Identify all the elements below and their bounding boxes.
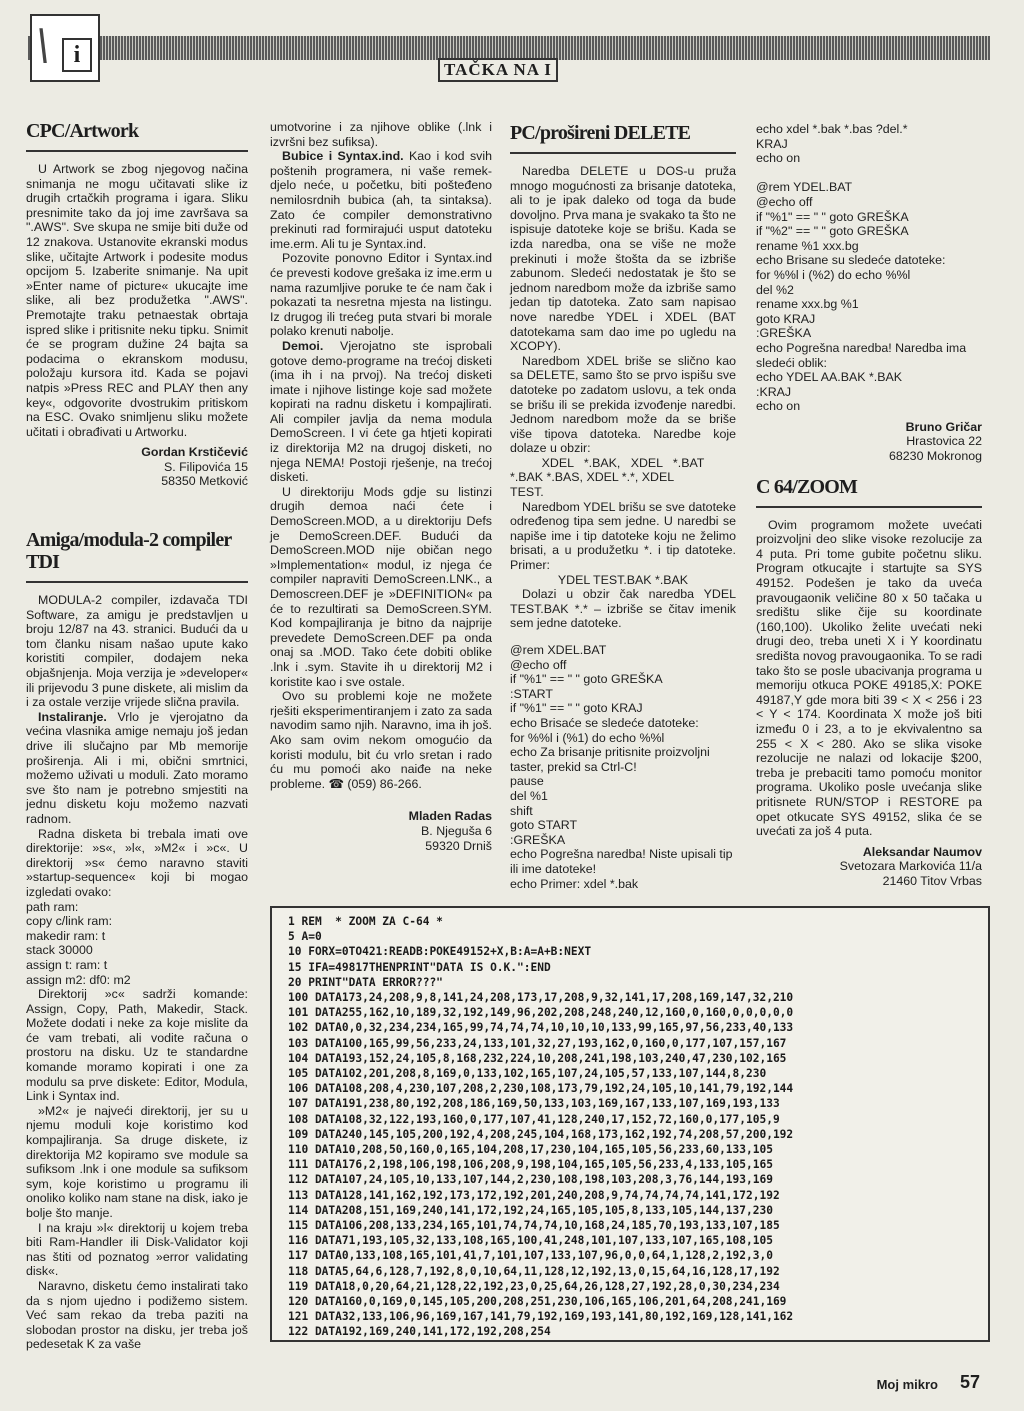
paragraph-lead: Bubice i Syntax.ind. bbox=[282, 149, 404, 164]
author-name: Bruno Gričar bbox=[905, 419, 982, 434]
paragraph-lead: Demoi. bbox=[282, 338, 324, 353]
code-block: path ram: copy c/link ram: makedir ram: t stack 30000 assign t: ram: t assign m2: df0: m2 bbox=[26, 899, 131, 987]
paragraph bbox=[26, 710, 248, 827]
code-block: echo xdel *.bak *.bas ?del.* KRAJ echo on @rem YDEL.BAT @echo off if "%1" == " " goto GREŠKA if "%2" == " " goto GREŠKA rename %1 xxx.bg echo Brisane su sledeće datoteke: for %%l i (%2) do echo %%l del %2 rename xxx.bg %1 goto KRAJ :GREŠKA echo Pogrešna naredba! Naredba ima sledeći oblik: echo YDEL AA.BAK *.BAK :KRAJ echo on bbox=[756, 122, 967, 414]
article-body: U Artwork se zbog njegovog načina snimanja ne mogu učitavati slike iz drugih crtačkih programa i igara. Sliku presnimite tako da joj ime završava sa ".AWS". Sve skupa ne smije biti duže od 12 znakova. Ustanovite ekranski modus slike, učitajte Artwork i podesite modus opcijom 5. Izaberite snimanje. Na upit »Enter name of picture« ukucajte ime slike, ali bez produžetka ".AWS". Premotajte traku petnaestak obrtaja ispred slike i pritisnite neku tipku. Snimit će se program dužine 24 bajta sa podacima o ekranskom modusu, položaju kursora itd. Kada se pojavi natpis »Press REC and PLAY then any key«, odgovorite dvostrukim pritiskom na ESC. Ovako snimljenu sliku možete učitati i obrađivati u Artworku. bbox=[26, 162, 248, 439]
command-line: TEST. bbox=[510, 485, 544, 500]
author-address: Svetozara Markovića 11/a bbox=[839, 859, 982, 874]
article-title-cpc-artwork: CPC/Artwork bbox=[26, 120, 139, 142]
paragraph bbox=[270, 339, 492, 485]
author-address: Hrastovica 22 bbox=[906, 434, 982, 449]
paragraph: I na kraju »l« direktorij u kojem treba biti Ram-Handler ili Disk-Validator koji nas štiti od poznatog »error validating disk«. bbox=[26, 1220, 248, 1279]
column-2 bbox=[270, 120, 492, 853]
paragraph: MODULA-2 compiler, izdavača TDI Software, za amigu je predstavljen u broju 12/87 na 43. stranici. Budući da u tom članku nisam našao upute kako koristiti compiler, dodajem neka objašnjenja. Moja verzija je »developer« ili prijevodu 3 pune diskete, ali mislim da i za ostale verzije vrijede slična pravila. bbox=[26, 593, 248, 710]
paragraph: Ovim programom možete uvećati proizvoljni deo slike visoke rezolucije za 4 puta. Pri tome gubite početnu sliku. Program otkucajte i startujte sa SYS 49152. Podešen je tako da uveća pravougaonik veličine 80 x 50 tačaka u središtu slike čije su koordinate (160,100). Ukoliko želite uvećati neki drugi deo, treba uneti X i Y koordinatu središta novog pravougaonika. To se radi tako što se posle ubacivanja programa u memoriju otkuca POKE 49185,X: POKE 49187,Y gde mora biti 39 < X < 256 i 23 < Y < 174. Koordinata X može još biti između 0 i 23, a to je ekvivalentno sa 255 < X < 280. Ako se slika visoke rezolucije ne nalazi od lokacije $200, treba je prebaciti tamo pomoću monitor programa. Ukoliko posle uvećanja slike pritisnete RUN/STOP i RESTORE pa opet otkucate SYS 49152, slika će se uvećati za još 4 puta. bbox=[756, 517, 982, 839]
paragraph-text: Vrlo je vjerojatno da većina vlasnika amige nemaju još jedan drive ili slučajno par Mb memorije proširenja. Ali i mi, obični smrtnici, možemo uživati u moduli. Zato moramo sve što nam je potrebno smjestiti na jednu disketu koju možemo nazvati radnom. bbox=[26, 709, 248, 826]
example-line: YDEL TEST.BAK *.BAK bbox=[557, 572, 689, 587]
logo-i-glyph: i bbox=[62, 38, 92, 72]
header-bar bbox=[28, 36, 990, 60]
paragraph-text: Kao i kod svih poštenih programera, ni vaše remek-djelo neće, u početku, biti pošteđeno nemilosrdnih bubica (ah, ta sintaksa). Zato će compiler demonstrativno prekinuti rad formirajući usput datoteku ime.erm. Ali tu je Syntax.ind. bbox=[270, 149, 492, 251]
paragraph: Naravno, disketu ćemo instalirati tako da s njom ujedno i podižemo sistem. Već sam rekao da treba paziti na slobodan prostor na disku, jer treba još pedesetak K za vaše bbox=[26, 1278, 248, 1352]
article-title-c64-zoom: C 64/ZOOM bbox=[756, 475, 858, 498]
author-address: B. Njeguša 6 bbox=[421, 823, 492, 838]
paragraph: »M2« je najveći direktorij, jer su u njemu moduli koje koristimo kod kompajliranja. Sa druge diskete, iz direktorija M2 kopiramo sve module sa sufiksom .lnk i one module sa sufiksom sym, koje koristimo u programu ili onoliko koliko nam stane na disk, iako je bolje što manje. bbox=[26, 1103, 248, 1220]
program-listing-box bbox=[270, 906, 990, 1342]
author-city: 58350 Metković bbox=[161, 474, 248, 489]
paragraph: umotvorine i za njihove oblike (.lnk i izvršni bez sufiksa). bbox=[270, 120, 492, 149]
paragraph: Pozovite ponovno Editor i Syntax.ind će prevesti kodove grešaka iz ime.erm u nama razumljive poruke te će nam čak i pokazati ta nesretna mjesta na listingu. Iz drugog ili trećeg puta stvari bi morale polako krenuti nabolje. bbox=[270, 251, 492, 339]
article-title-amiga-modula: Amiga/modula-2 compiler TDI bbox=[26, 529, 232, 574]
paragraph: U direktoriju Mods gdje su listinzi drugih demoa naći ćete i DemoScreen.MOD, a u direktoriju Defs je DemoScreen.DEF. Budući da DemoScreen.MOD nije običan nego »Implementation« modul, iz njega će compiler napraviti DemoScreen.LNK., a Demoscreen.DEF je »DEFINITION« pa će to rezultirati sa DemoScreen.SYM. Kod kompajliranja je bitno da najprije prevedete DemoScreen.DEF pa onda onaj sa .MOD. Tako ćete dobiti oblike .lnk i .sym. Stavite ih u direktorij M2 i koristite kao i sve ostale. bbox=[270, 484, 492, 689]
paragraph bbox=[270, 149, 492, 251]
command-line: *.BAK *.BAS, XDEL *.*, XDEL bbox=[510, 470, 675, 485]
page-number: 57 bbox=[959, 1372, 980, 1392]
code-block: @rem XDEL.BAT @echo off if "%1" == " " goto GREŠKA :START if "%1" == " " goto KRAJ echo Brisaće se sledeće datoteke: for %%l i (%1) do echo %%l echo Za brisanje pritisnite proizvoljni taster, prekid sa Ctrl-C! pause del %1 shift goto START :GREŠKA echo Pogrešna naredba! Niste upisali tip ili ime datoteke! echo Primer: xdel *.bak bbox=[510, 643, 733, 891]
title-rule bbox=[756, 506, 982, 508]
author-city: 59320 Drniš bbox=[425, 838, 492, 853]
title-rule bbox=[26, 150, 248, 152]
author-name: Aleksandar Naumov bbox=[862, 844, 982, 859]
paragraph-text: Vjerojatno ste isprobali gotove demo-programe na trećoj disketi (ima ih i na prvoj). Na trećoj disketi imate i njihove listinge koje sad možete kopirati na radnu disketu i kompajlirati. Ali compiler javlja da nema modula DemoScreen. I vi ćete ga htjeti kopirati iz direktorija M2 na drugoj disketi, no njega NEMA! Postoji rješenje, na trećoj disketi. bbox=[270, 338, 492, 485]
paragraph: Naredba DELETE u DOS-u pruža mnogo mogućnosti za brisanje datoteka, ali to je ipak daleko od toga da bude dovoljno. Prva mana je svakako ta što ne ispisuje datoteke koje se brišu. Kada se izda naredba, ona se više ne može prekinuti i može štošta da se izbriše zabunom. Sledeći nedostatak je što se jednom naredbom može da izbriše samo jedan tip datoteka. Zato sam napisao nove naredbe YDEL i XDEL (BAT datotekama sam dao ime po ugledu na XCOPY). bbox=[510, 164, 736, 354]
column-1 bbox=[26, 120, 248, 1352]
paragraph: Dolazi u obzir čak naredba YDEL TEST.BAK *.* – izbriše se čitav imenik sem jedne datoteke. bbox=[510, 587, 736, 631]
paragraph: Radna disketa bi trebala imati ove direktorije: »s«, »l«, »M2« i »c«. U direktorij »s« ćemo naravno staviti »startup-sequence« koji bi mogao izgledati ovako: bbox=[26, 826, 248, 899]
author-name: Gordan Krstičević bbox=[141, 445, 248, 460]
section-label: TAČKA NA I bbox=[438, 58, 558, 82]
title-rule bbox=[510, 152, 736, 154]
paragraph-lead: Instaliranje. bbox=[38, 709, 107, 724]
title-rule bbox=[26, 581, 248, 583]
section-logo bbox=[30, 14, 100, 82]
column-4 bbox=[756, 122, 982, 889]
author-city: 21460 Titov Vrbas bbox=[882, 873, 982, 888]
author-city: 68230 Mokronog bbox=[889, 449, 982, 464]
author-address: S. Filipovića 15 bbox=[163, 459, 248, 474]
paragraph: Naredbom YDEL brišu se sve datoteke određenog tipa sem jedne. U naredbi se napiše ime i tip datoteke koju ne želimo brisati, a u produžetku *. i tip datoteke. Primer: bbox=[510, 499, 736, 573]
magazine-name: Moj mikro bbox=[876, 1377, 938, 1392]
command-line: XDEL *.BAK, XDEL *.BAT bbox=[541, 455, 705, 470]
program-listing: 1 REM * ZOOM ZA C-64 * 5 A=0 10 FORX=0TO421:READB:POKE49152+X,B:A=A+B:NEXT 15 IFA=49817THENPRINT"DATA IS O.K.":END 20 PRINT"DATA ERROR???" 100 DATA173,24,208,9,8,141,24,208,173,17,208,9,32,141,17,208,169,147,32,210 101 DATA255,162,10,189,32,192,149,96,202,208,248,240,12,160,0,160,0,0,0,0,0 102 DATA0,0,32,234,234,165,99,74,74,74,10,10,10,133,99,165,97,56,233,40,133 103 DATA100,165,99,56,233,24,133,101,32,27,193,162,0,160,0,177,107,157,167 104 DATA193,152,24,105,8,168,232,224,10,208,241,198,103,240,47,230,102,165 105 DATA102,201,208,8,169,0,133,102,165,107,24,105,57,133,107,144,8,230 106 DATA108,208,4,230,107,208,2,230,108,173,79,192,24,105,10,141,79,192,144 107 DATA191,238,80,192,208,186,169,50,133,103,169,167,133,107,169,193,133 108 DATA108,32,122,193,160,0,177,107,41,128,240,17,152,72,160,0,177,105,9 109 DATA240,145,105,200,192,4,208,245,104,168,173,162,192,74,208,57,200,192 110 DATA10,208,50,160,0,165,104,208,17,230,104,165,105,56,233,60,133,105 111 DATA176,2,198,106,198,106,208,9,198,104,165,105,56,233,4,133,105,165 112 DATA107,24,105,10,133,107,144,2,230,108,198,103,208,3,76,144,193,169 113 DATA128,141,162,192,173,172,192,201,240,208,9,74,74,74,74,141,172,192 114 DATA208,151,169,240,141,172,192,24,165,105,105,8,133,105,144,137,230 115 DATA106,208,133,234,165,101,74,74,74,10,168,24,185,70,193,133,107,185 116 DATA71,193,105,32,133,108,165,100,41,248,101,107,133,107,165,108,105 117 DATA0,133,108,165,101,41,7,101,107,133,107,96,0,0,64,1,128,2,192,3,0 118 DATA5,64,6,128,7,192,8,0,10,64,11,128,12,192,13,0,15,64,16,128,17,192 119 DATA18,0,20,64,21,128,22,192,23,0,25,64,26,128,27,192,28,0,30,234,234 120 DATA160,0,169,0,145,105,200,208,251,230,106,165,106,201,64,208,241,169 121 DATA32,133,106,96,169,167,141,79,192,169,193,141,80,192,169,128,141,162 122 DATA192,169,240,141,172,192,208,254 bbox=[288, 915, 794, 1339]
paragraph: Direktorij »c« sadrži komande: Assign, Copy, Path, Makedir, Stack. Možete dodati i neke za koje mislite da će vam trebati, ali vodite računa o prostoru na disku. Uz te standardne komande moramo kopirati i one za modulu sa prve diskete: Editor, Modula, Link i Syntax ind. bbox=[26, 987, 248, 1104]
article-title-pc-delete: PC/prošireni DELETE bbox=[510, 122, 691, 144]
paragraph: Ovo su problemi koje ne možete rješiti eksperimentiranjem i zato za sada navodim samo njih. Naravno, ima ih još. Ako sam ovim nekom omogućio da koristi modulu, bit ću vrlo sretan i rado ću mu pomoći ako naiđe na neke probleme. ☎ (059) 86-266. bbox=[270, 689, 492, 791]
author-name: Mladen Radas bbox=[408, 809, 492, 824]
column-3 bbox=[510, 122, 736, 891]
paragraph: Naredbom XDEL briše se slično kao sa DELETE, samo što se prvo ispišu sve datoteke po zadatom uslovu, a tek onda se brišu ili se prekida izvođenje naredbi. Jednom naredbom može da se briše više tipova datoteka. Naredbe koje dolaze u obzir: bbox=[510, 353, 736, 456]
logo-v-glyph: \ bbox=[36, 20, 51, 69]
